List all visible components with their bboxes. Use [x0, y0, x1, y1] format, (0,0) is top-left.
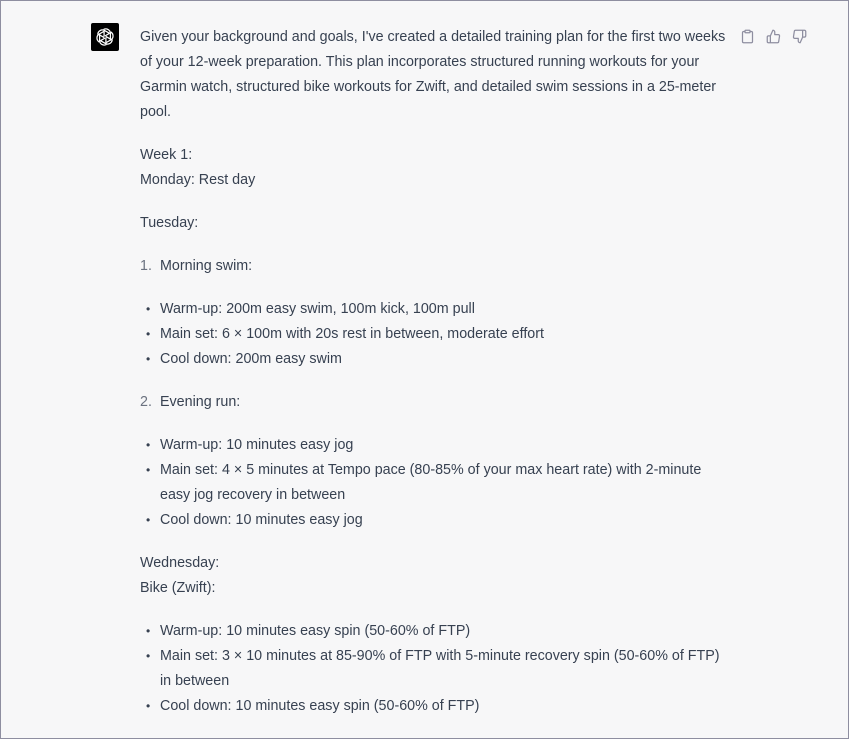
list-item-text: Main set: 3 × 10 minutes at 85-90% of FTP with 5-minute recovery spin (50-60% of FTP) in between [160, 648, 720, 689]
list-item-text: Warm-up: 10 minutes easy jog [160, 437, 354, 453]
bullet-icon: • [146, 327, 151, 341]
week-1-block [140, 143, 730, 193]
openai-logo-icon [95, 27, 115, 47]
message-actions [737, 26, 809, 46]
list-item [140, 347, 730, 372]
bullet-icon: • [146, 438, 151, 452]
list-item-text: Warm-up: 10 minutes easy spin (50-60% of FTP) [160, 623, 471, 639]
bullet-icon: • [146, 302, 151, 316]
list-item [140, 458, 730, 508]
bike-label: Bike (Zwift): [140, 580, 216, 596]
list-number: 1. [140, 258, 152, 274]
list-item [140, 644, 730, 694]
bullet-icon: • [146, 624, 151, 638]
bullet-icon: • [146, 513, 151, 527]
tuesday-heading: Tuesday: [140, 215, 199, 231]
bullet-icon: • [146, 699, 151, 713]
monday-line: Monday: Rest day [140, 172, 256, 188]
clipboard-icon [740, 29, 755, 44]
list-item-text: Main set: 4 × 5 minutes at Tempo pace (80-85% of your max heart rate) with 2-minute easy jog recovery in between [160, 462, 702, 503]
list-number: 2. [140, 394, 152, 410]
list-item-text: Cool down: 10 minutes easy jog [160, 512, 363, 528]
assistant-avatar [91, 23, 119, 51]
list-item-text: Main set: 6 × 100m with 20s rest in between, moderate effort [160, 326, 544, 342]
list-item [140, 508, 730, 533]
morning-swim-bullets [140, 297, 730, 372]
intro-paragraph: Given your background and goals, I've created a detailed training plan for the first two weeks of your 12-week preparation. This plan incorporates structured running workouts for your Garmin watch, structured bike workouts for Zwift, and detailed swim sessions in a 25-meter pool. [140, 29, 726, 120]
copy-button[interactable] [737, 26, 757, 46]
list-item-title: Evening run: [160, 394, 241, 410]
bullet-icon: • [146, 649, 151, 663]
list-item-text: Cool down: 200m easy swim [160, 351, 342, 367]
list-item-text: Warm-up: 200m easy swim, 100m kick, 100m pull [160, 301, 475, 317]
thumbs-down-button[interactable] [789, 26, 809, 46]
list-item [140, 433, 730, 458]
bullet-icon: • [146, 352, 151, 366]
numbered-item-morning-swim [140, 254, 730, 279]
bike-bullets [140, 619, 730, 719]
list-item-text: Cool down: 10 minutes easy spin (50-60% of FTP) [160, 698, 480, 714]
thumbs-down-icon [792, 29, 807, 44]
list-item-title: Morning swim: [160, 258, 253, 274]
numbered-item-evening-run [140, 390, 730, 415]
wednesday-block [140, 551, 730, 601]
list-item [140, 322, 730, 347]
bullet-icon: • [146, 463, 151, 477]
wednesday-heading: Wednesday: [140, 555, 220, 571]
list-item [140, 619, 730, 644]
evening-run-bullets [140, 433, 730, 533]
list-item [140, 297, 730, 322]
assistant-message-body [140, 25, 730, 737]
thumbs-up-icon [766, 29, 781, 44]
thumbs-up-button[interactable] [763, 26, 783, 46]
week-label: Week 1: [140, 147, 193, 163]
list-item [140, 694, 730, 719]
